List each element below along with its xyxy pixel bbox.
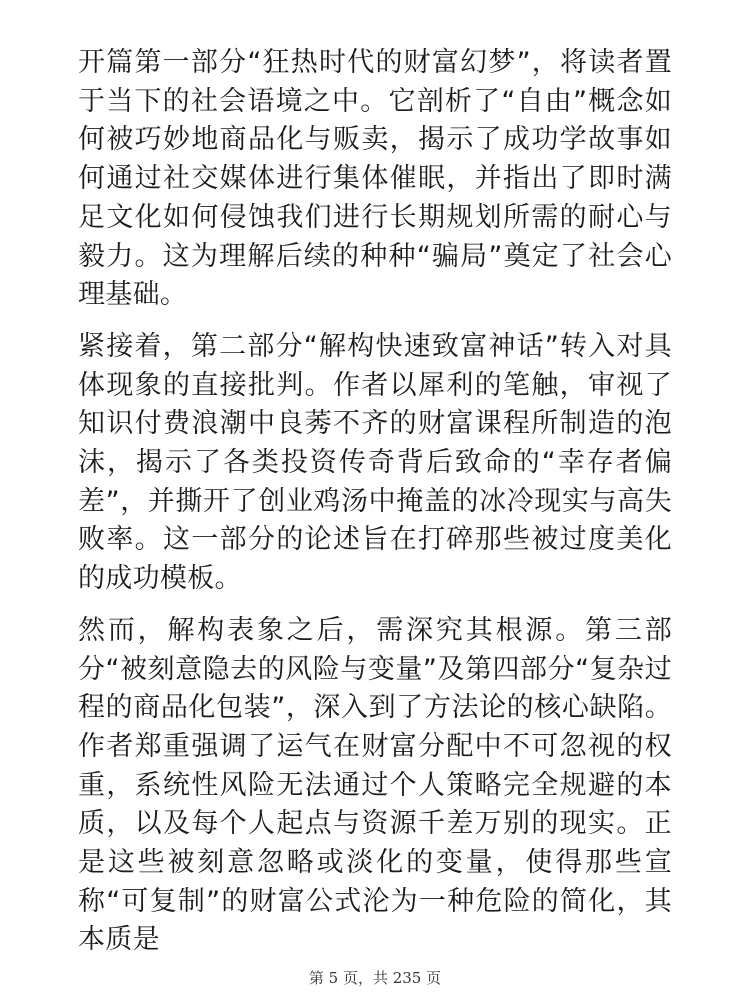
body-text: [78, 44, 672, 960]
page-number-footer: 第 5 页，共 235 页: [308, 969, 442, 987]
paragraph-2: 紧接着，第二部分“解构快速致富神话”转入对具体现象的直接批判。作者以犀利的笔触，审视了知识付费浪潮中良莠不齐的财富课程所制造的泡沫，揭示了各类投资传奇背后致命的“幸存者偏差”，并撕开了创业鸡汤中掩盖的冰冷现实与高失败率。这一部分的论述旨在打碎那些被过度美化的成功模板。: [78, 330, 672, 595]
paragraph-1: 开篇第一部分“狂热时代的财富幻梦”，将读者置于当下的社会语境之中。它剖析了“自由”概念如何被巧妙地商品化与贩卖，揭示了成功学故事如何通过社交媒体进行集体催眠，并指出了即时满足文化如何侵蚀我们进行长期规划所需的耐心与毅力。这为理解后续的种种“骗局”奠定了社会心理基础。: [78, 47, 672, 311]
paragraph-3: 然而，解构表象之后，需深究其根源。第三部分“被刻意隐去的风险与变量”及第四部分“复杂过程的商品化包装”，深入到了方法论的核心缺陷。作者郑重强调了运气在财富分配中不可忽视的权重，系统性风险无法通过个人策略完全规避的本质，以及每个人起点与资源千差万别的现实。正是这些被刻意忽略或淡化的变量，使得那些宣称“可复制”的财富公式沦为一种危险的简化，其本质是: [78, 614, 672, 956]
